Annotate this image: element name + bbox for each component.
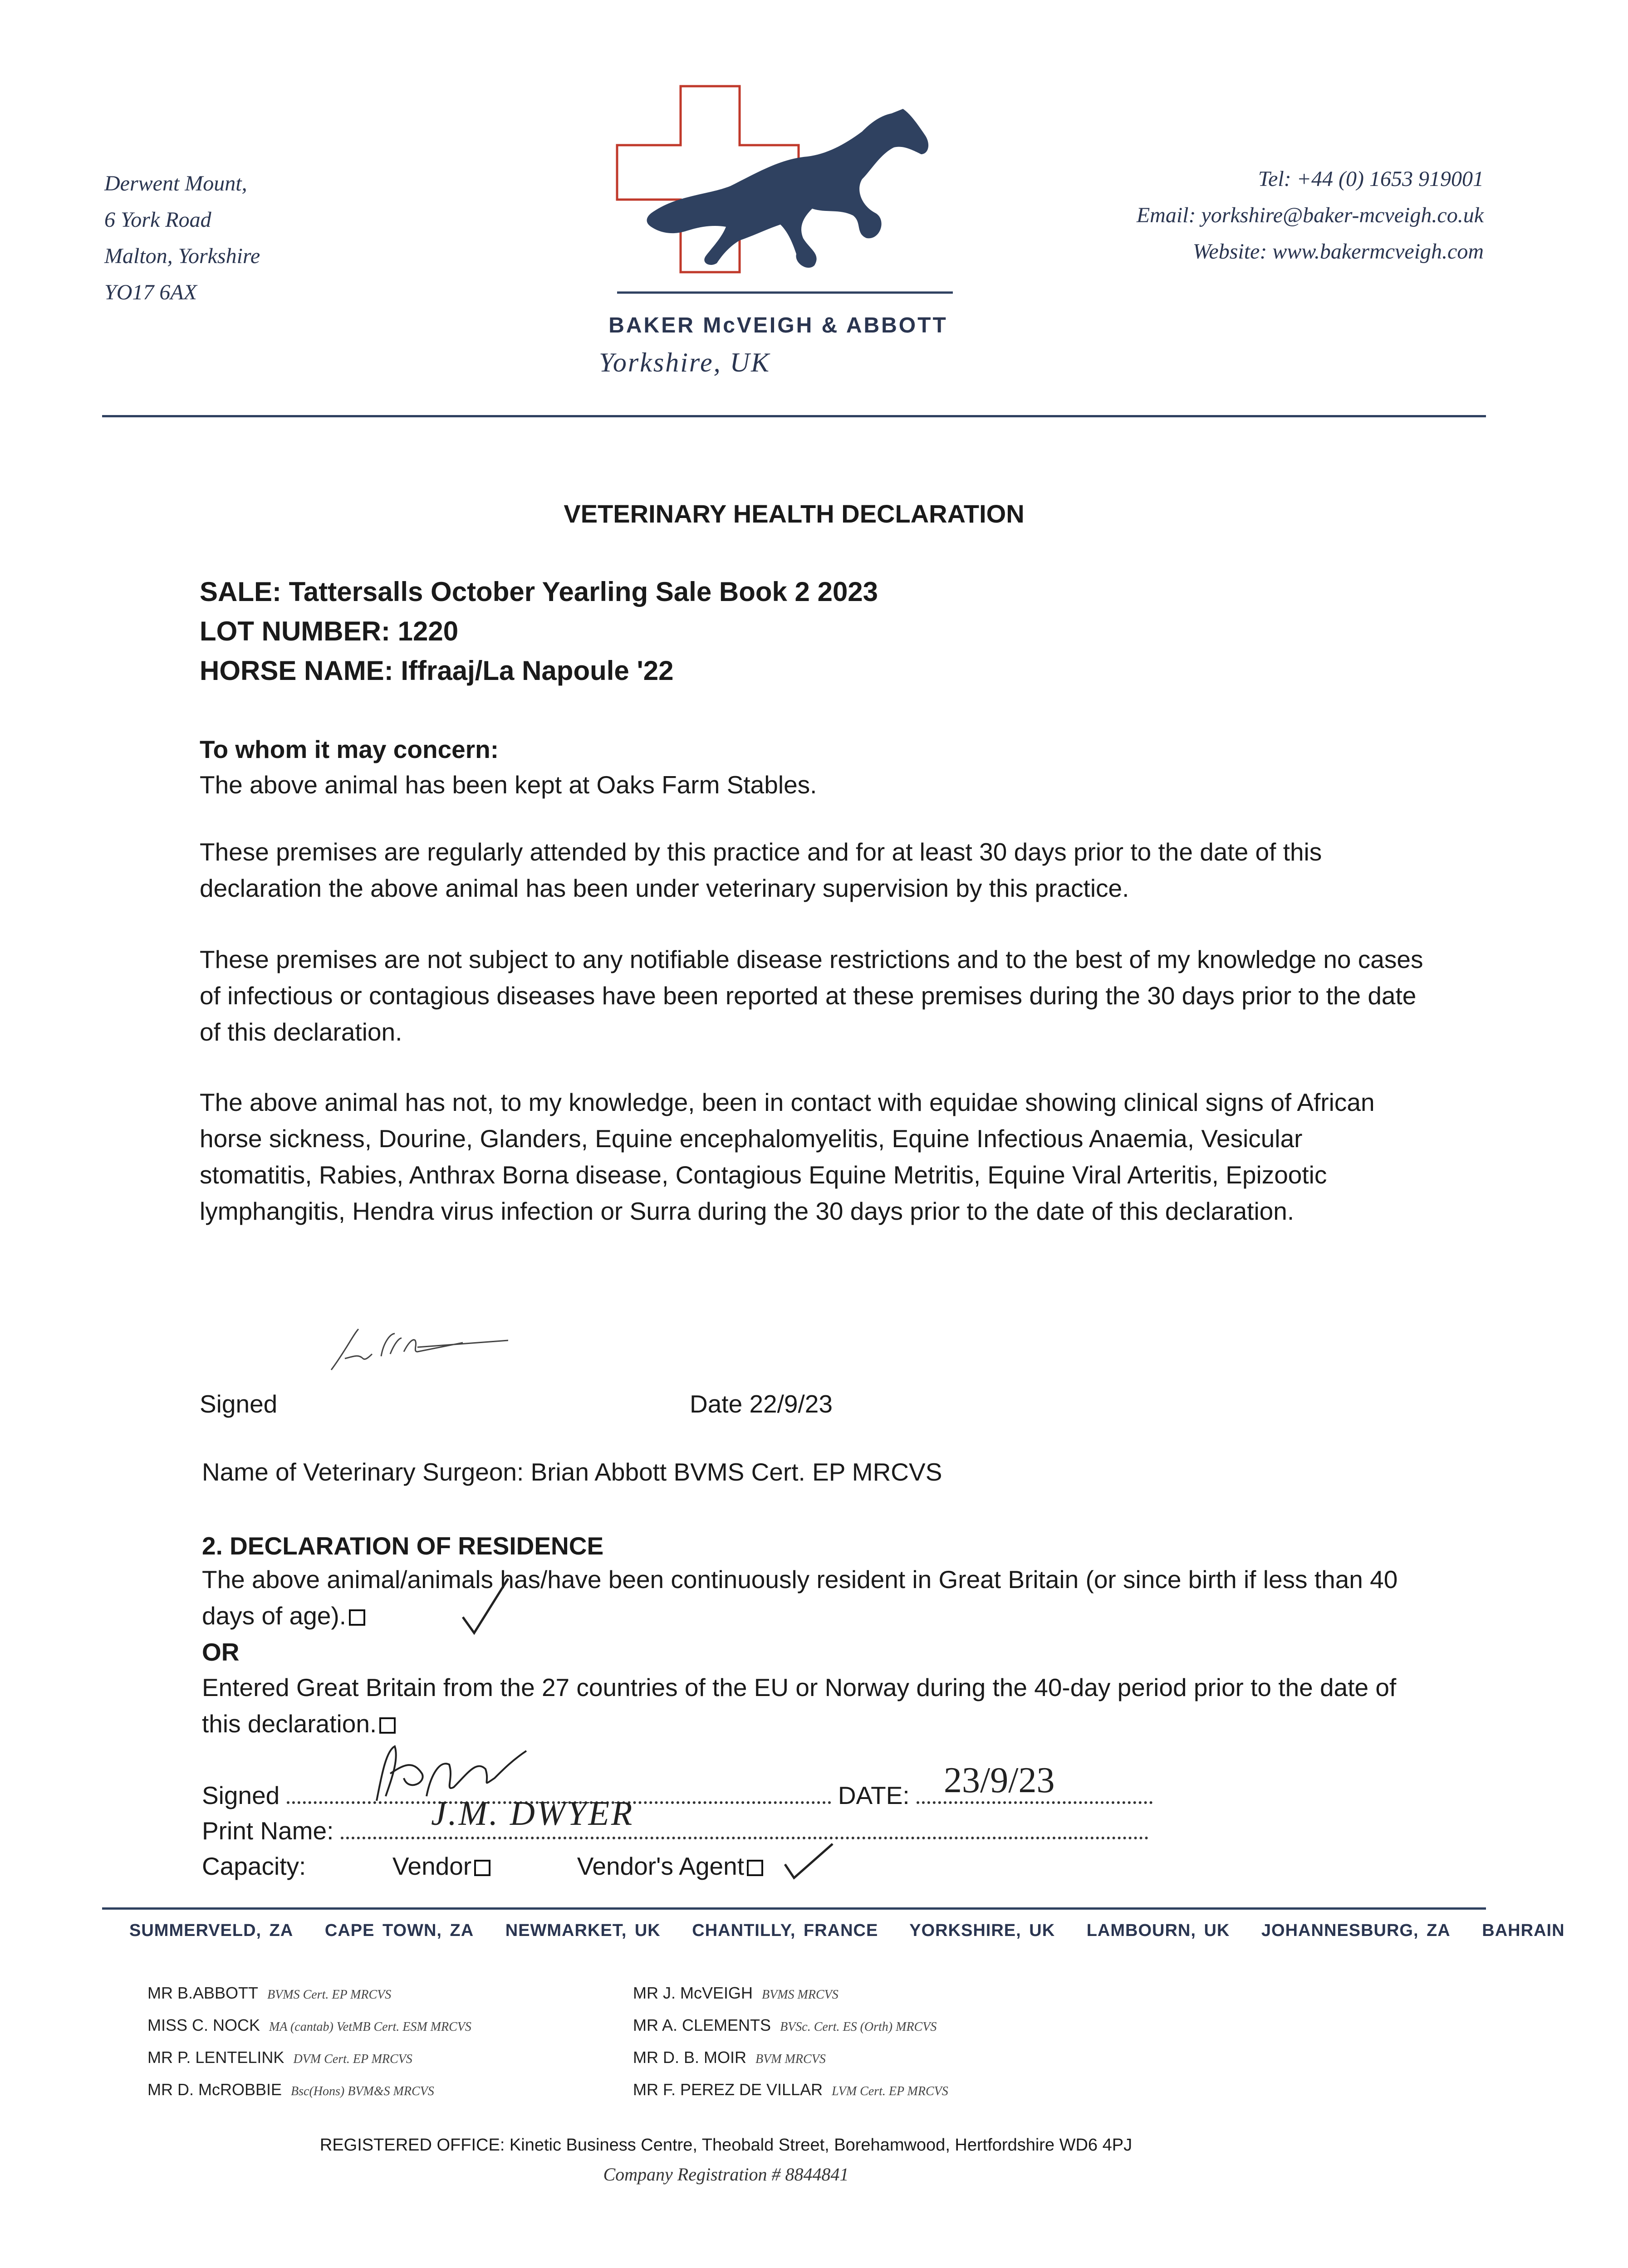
vet-date: Date 22/9/23 [690, 1390, 833, 1418]
header-divider [102, 415, 1486, 417]
horse-cross-logo [608, 82, 962, 299]
address-line: Malton, Yorkshire [104, 244, 260, 268]
staff-entry [147, 2010, 471, 2042]
residence-date-value: 23/9/23 [944, 1760, 1055, 1800]
registered-office: REGISTERED OFFICE: Kinetic Business Centre, Theobald Street, Borehamwood, Hertfordshire WD6 4PJ [319, 2136, 1133, 2155]
staff-quals: BVM MRCVS [755, 2052, 826, 2066]
horse-line: HORSE NAME: Iffraaj/La Napoule '22 [200, 655, 674, 686]
staff-entry [633, 2010, 948, 2042]
vendor-agent-label: Vendor's Agent [577, 1852, 745, 1880]
office-locations [129, 1921, 1589, 1941]
contact-phone: Tel: +44 (0) 1653 919001 [1258, 167, 1484, 191]
residence-signed-row [202, 1777, 1246, 1813]
practice-address [104, 166, 260, 311]
company-registration: Company Registration # 8844841 [603, 2164, 849, 2185]
residence-option-2-checkbox[interactable] [379, 1717, 396, 1734]
staff-name: MR A. CLEMENTS [633, 2016, 771, 2034]
vendor-agent-checkbox[interactable] [747, 1860, 763, 1876]
staff-quals: Bsc(Hons) BVM&S MRCVS [291, 2084, 434, 2098]
staff-entry [633, 2042, 948, 2074]
contact-website: Website: www.bakermcveigh.com [1192, 240, 1484, 264]
staff-name: MR B.ABBOTT [147, 1984, 259, 2002]
staff-name: MR D. B. MOIR [633, 2048, 746, 2067]
office-item: LAMBOURN, UK [1086, 1921, 1230, 1940]
staff-quals: BVSc. Cert. ES (Orth) MRCVS [780, 2020, 937, 2034]
sale-line: SALE: Tattersalls October Yearling Sale Book 2 2023 [200, 577, 878, 607]
vendor-label: Vendor [392, 1852, 472, 1880]
practice-contact [1137, 161, 1484, 270]
office-item: BAHRAIN [1482, 1921, 1565, 1940]
residence-heading: 2. DECLARATION OF RESIDENCE [202, 1532, 604, 1560]
footer-divider [102, 1907, 1486, 1910]
lot-line: LOT NUMBER: 1220 [200, 616, 459, 646]
staff-name: MR F. PEREZ DE VILLAR [633, 2080, 823, 2099]
office-item: CAPE TOWN, ZA [324, 1921, 474, 1940]
residence-option-1 [202, 1561, 1427, 1634]
paragraph-premises: The above animal has been kept at Oaks Farm Stables. [200, 771, 817, 799]
brand-name: BAKER McVEIGH & ABBOTT [608, 313, 948, 337]
residence-option-1-text: The above animal/animals has/have been continuously resident in Great Britain (or since birth if less than 40 days of age). [202, 1565, 1398, 1630]
address-line: YO17 6AX [104, 280, 197, 304]
residence-signed-label: Signed [202, 1781, 280, 1809]
residence-option-2 [202, 1669, 1427, 1742]
residence-print-label: Print Name: [202, 1817, 334, 1845]
residence-or: OR [202, 1638, 240, 1666]
staff-name: MISS C. NOCK [147, 2016, 260, 2034]
staff-name: MR P. LENTELINK [147, 2048, 284, 2067]
residence-print-value: J.M. DWYER [431, 1794, 634, 1833]
residence-print-row [202, 1813, 1246, 1849]
vet-signed-label: Signed [200, 1390, 278, 1418]
staff-quals: BVMS Cert. EP MRCVS [267, 1988, 392, 2002]
staff-quals: BVMS MRCVS [762, 1988, 839, 2002]
document-title: VETERINARY HEALTH DECLARATION [564, 499, 1025, 528]
office-item: YORKSHIRE, UK [909, 1921, 1055, 1940]
checkmark-icon [780, 1837, 835, 1882]
staff-list-left [147, 1978, 471, 2107]
staff-entry [633, 2074, 948, 2107]
residence-date-label: DATE: [838, 1781, 910, 1809]
staff-entry [147, 1978, 471, 2010]
brand-region: Yorkshire, UK [599, 347, 770, 377]
salutation: To whom it may concern: [200, 735, 499, 763]
contact-email: Email: yorkshire@baker-mcveigh.co.uk [1136, 203, 1484, 227]
staff-entry [147, 2042, 471, 2074]
staff-quals: DVM Cert. EP MRCVS [293, 2052, 412, 2066]
address-line: Derwent Mount, [104, 171, 247, 196]
vet-surgeon-name: Name of Veterinary Surgeon: Brian Abbott BVMS Cert. EP MRCVS [202, 1458, 942, 1486]
checkmark-icon [458, 1574, 513, 1642]
residence-option-1-checkbox[interactable] [349, 1609, 365, 1626]
residence-capacity-row [202, 1848, 1246, 1884]
office-item: CHANTILLY, FRANCE [692, 1921, 878, 1940]
vet-signature [327, 1315, 508, 1379]
staff-name: MR J. McVEIGH [633, 1984, 753, 2002]
paragraph-diseases: The above animal has not, to my knowledge, been in contact with equidae showing clinical signs of African horse sickness, Dourine, Glanders, Equine encephalomyelitis, Equine Infectious Anaemia, Vesicular stomatitis, Rabies, Anthrax Borna disease, Contagious Equine Metritis, Equine Viral Arteritis, Epizootic lymphangitis, Hendra virus infection or Surra during the 30 days prior to the date of this declaration. [200, 1088, 1375, 1225]
staff-entry [147, 2074, 471, 2107]
office-item: JOHANNESBURG, ZA [1261, 1921, 1451, 1940]
staff-quals: LVM Cert. EP MRCVS [832, 2084, 948, 2098]
staff-entry [633, 1978, 948, 2010]
residence-option-2-text: Entered Great Britain from the 27 countries of the EU or Norway during the 40-day period prior to the date of this declaration. [202, 1673, 1397, 1738]
staff-list-right [633, 1978, 948, 2107]
paragraph-restrictions: These premises are not subject to any notifiable disease restrictions and to the best of my knowledge no cases of infectious or contagious diseases have been reported at these premises during the 30 days prior to the date of this declaration. [200, 945, 1423, 1046]
office-item: SUMMERVELD, ZA [129, 1921, 294, 1940]
address-line: 6 York Road [104, 208, 211, 232]
staff-name: MR D. McROBBIE [147, 2080, 282, 2099]
paragraph-supervision: These premises are regularly attended by this practice and for at least 30 days prior to the date of this declaration the above animal has been under veterinary supervision by this practice. [200, 838, 1322, 902]
staff-quals: MA (cantab) VetMB Cert. ESM MRCVS [269, 2020, 471, 2034]
vendor-checkbox[interactable] [474, 1860, 490, 1876]
office-item: NEWMARKET, UK [505, 1921, 661, 1940]
capacity-label: Capacity: [202, 1852, 306, 1880]
